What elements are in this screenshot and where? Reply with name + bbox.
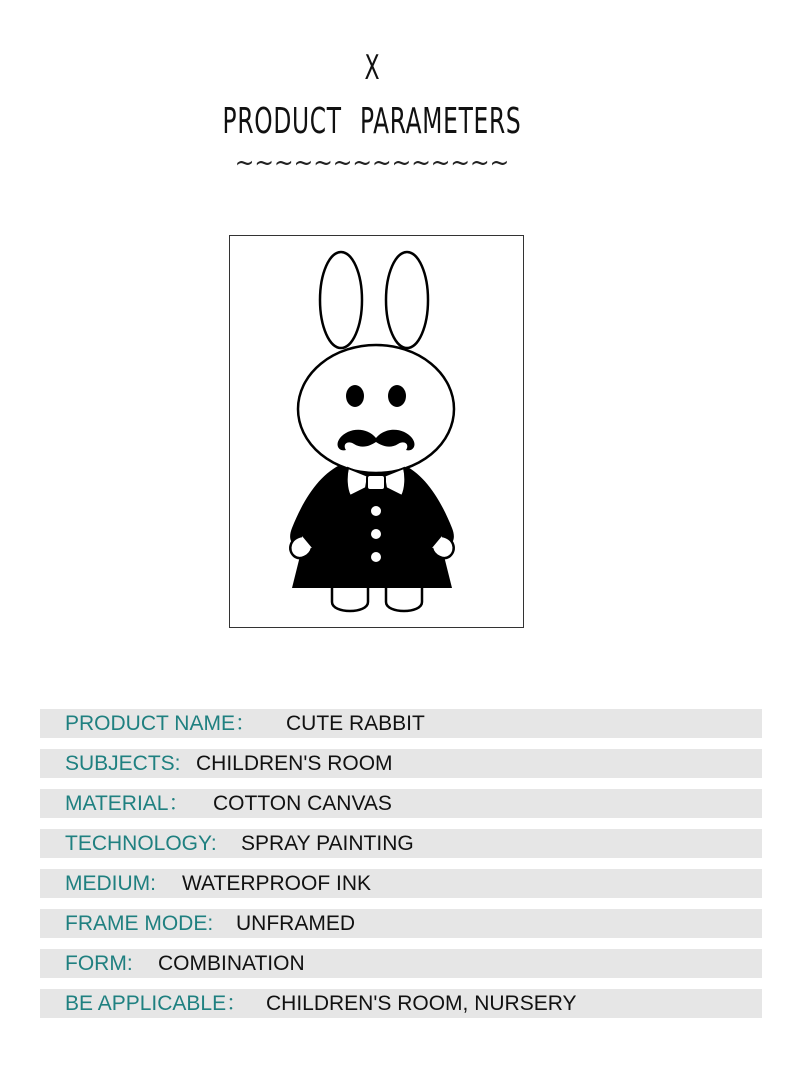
rabbit-illustration — [230, 236, 523, 627]
param-row-product-name — [40, 709, 762, 738]
right-eye — [388, 385, 406, 407]
param-row-material — [40, 789, 762, 818]
head — [298, 345, 454, 473]
param-label: SUBJECTS: — [65, 752, 181, 775]
param-label: FORM: — [65, 952, 133, 975]
coat-button — [371, 552, 381, 562]
param-label: MEDIUM: — [65, 872, 156, 895]
param-label: TECHNOLOGY: — [65, 832, 217, 855]
title-decoration: ~~~~~~~~~~~~~~ — [234, 148, 510, 178]
left-ear — [320, 252, 362, 348]
param-label: FRAME MODE: — [65, 912, 214, 935]
param-row-be-applicable — [40, 989, 762, 1018]
right-foot — [386, 588, 422, 611]
left-eye — [346, 385, 364, 407]
param-value: UNFRAMED — [236, 912, 355, 935]
coat-button — [371, 529, 381, 539]
param-row-subjects — [40, 749, 762, 778]
param-label: PRODUCT NAME： — [65, 712, 256, 735]
param-value: COMBINATION — [158, 952, 305, 975]
param-value: CHILDREN'S ROOM, NURSERY — [266, 992, 577, 1015]
param-row-form — [40, 949, 762, 978]
artwork-frame — [229, 235, 524, 628]
param-value: WATERPROOF INK — [182, 872, 371, 895]
param-row-technology — [40, 829, 762, 858]
parameter-table — [40, 709, 762, 1029]
param-value: CHILDREN'S ROOM — [196, 752, 393, 775]
coat-button — [371, 506, 381, 516]
page-title: PRODUCT PARAMETERS — [222, 101, 522, 142]
header-mark: X — [364, 48, 380, 88]
param-row-frame-mode — [40, 909, 762, 938]
bow-tie-knot — [367, 475, 385, 490]
param-label: MATERIAL： — [65, 792, 190, 815]
left-foot — [332, 588, 368, 611]
param-value: SPRAY PAINTING — [241, 832, 414, 855]
param-value: COTTON CANVAS — [213, 792, 392, 815]
right-ear — [386, 252, 428, 348]
param-label: BE APPLICABLE： — [65, 992, 248, 1015]
param-row-medium — [40, 869, 762, 898]
param-value: CUTE RABBIT — [286, 712, 425, 735]
